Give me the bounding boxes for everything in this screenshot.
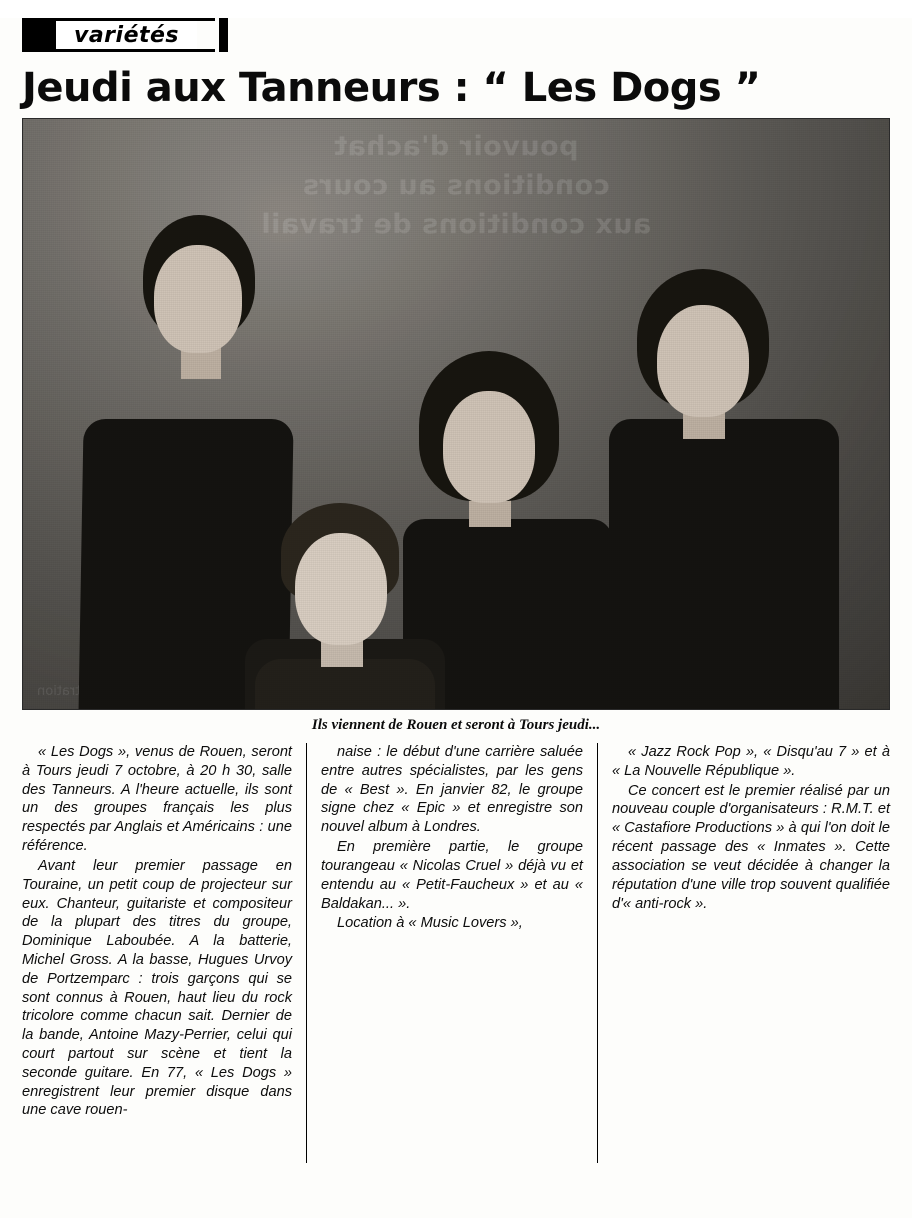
member-center-back-face (443, 391, 535, 503)
article-column-2 (307, 743, 598, 1163)
paragraph: « Les Dogs », venus de Rouen, seront à Tours jeudi 7 octobre, à 20 h 30, salle des Tanneurs. A l'heure actuelle, ils sont un des groupes français les plus respectés par Anglais et Américains : une référence. (22, 744, 292, 855)
rubric-left-block (22, 18, 56, 52)
paragraph: Ce concert est le premier réalisé par un nouveau couple d'organisateurs : R.M.T. et « Castafiore Productions » à qui l'on doit le récent passage des « Inmates ». Cette association se veut décidée à changer la réputation d'une ville trop souvent qualifiée d'« anti-rock ». (612, 782, 890, 912)
paragraph: « Jazz Rock Pop », « Disqu'au 7 » et à « La Nouvelle République ». (612, 744, 890, 779)
member-right-body (609, 419, 839, 710)
article-photo (22, 118, 890, 710)
photo-caption: Ils viennent de Rouen et seront à Tours jeudi... (311, 717, 601, 733)
article-column-1 (22, 743, 307, 1163)
paragraph: naise : le début d'une carrière saluée entre autres spécialistes, par les gens de « Best ». En janvier 82, le groupe signe chez « Epic » et enregistre son nouvel album à Londres. (321, 744, 583, 836)
member-front-face (295, 533, 387, 645)
paragraph: Avant leur premier passage en Touraine, un petit coup de projecteur sur eux. Chanteur, guitariste et compositeur de la plupart des titres du groupe, Dominique Laboubée. A la batterie, Michel Gross. A la basse, Hugues Urvoy de Portzemparc : trois garçons qui se sont connus à Rouen, haut lieu du rock tricolore comme chacun sait. Dernier de la bande, Antoine Mazy-Perrier, celui qui court partout sur scène et tient la seconde guitare. En 77, « Les Dogs » enregistrent leur premier disque dans une cave rouen- (22, 857, 292, 1119)
member-right-face (657, 305, 749, 417)
member-left-face (154, 245, 242, 353)
newspaper-page (0, 18, 912, 1218)
rubric-spacer (228, 18, 890, 52)
rubric-bar (22, 18, 890, 52)
rubric-tail (197, 18, 215, 52)
paragraph: Location à « Music Lovers », (337, 915, 523, 932)
paragraph: En première partie, le groupe tourangeau « Nicolas Cruel » déjà vu et entendu au « Petit-Faucheux » et au « Baldakan... ». (321, 839, 583, 912)
article-column-3 (598, 743, 890, 1163)
page-title: Jeudi aux Tanneurs : “ Les Dogs ” (22, 65, 761, 111)
article-body (22, 743, 890, 1163)
rubric-end-block (219, 18, 228, 52)
rubric-label: variétés (56, 18, 197, 52)
